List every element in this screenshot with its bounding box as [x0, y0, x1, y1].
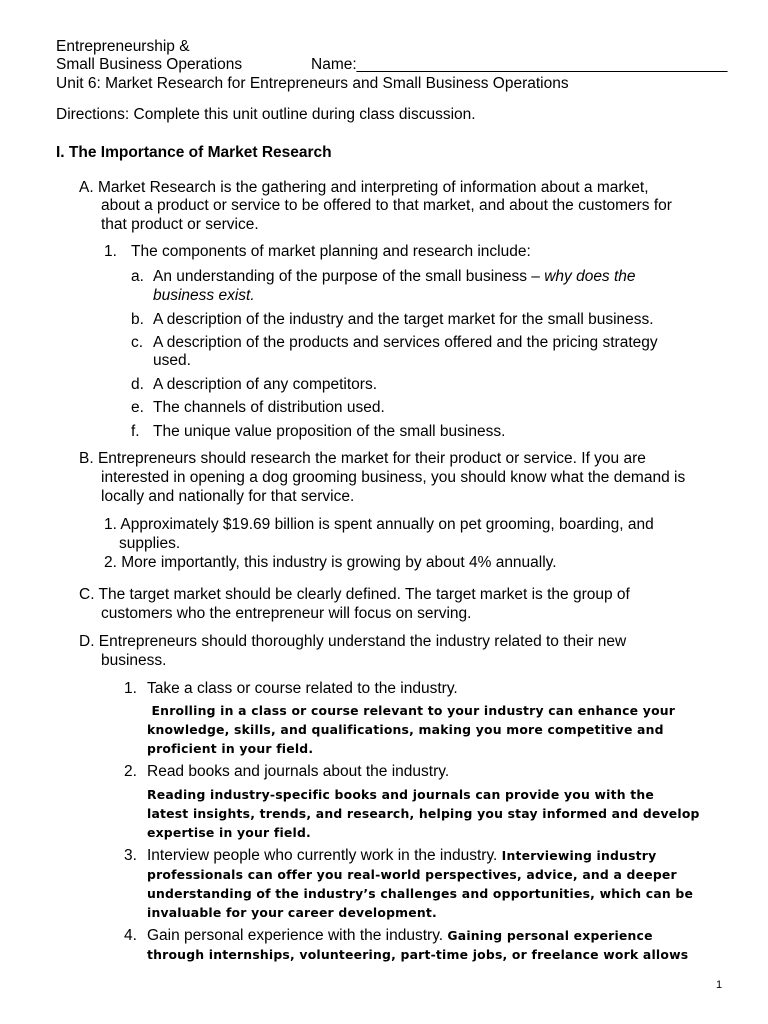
point-a-line1: A. Market Research is the gathering and interpreting of information about a market, — [79, 179, 649, 196]
d3-line1 — [147, 846, 656, 865]
d3-note-line2: understanding of the industry’s challenges and opportunities, which can be — [147, 886, 694, 901]
point-b-line1: B. Entrepreneurs should research the market for their product or service. If you are — [79, 450, 646, 467]
b2-text: 2. More importantly, this industry is growing by about 4% annually. — [104, 554, 557, 571]
sub-c-line2: used. — [153, 352, 191, 369]
sub-f-letter: f. — [131, 423, 140, 440]
point-d-line1: D. Entrepreneurs should thoroughly understand the industry related to their new — [79, 633, 627, 650]
d4-number: 4. — [124, 927, 137, 944]
d4-note-inline: Gaining personal experience — [447, 928, 653, 943]
b1-line1: 1. Approximately $19.69 billion is spent annually on pet grooming, boarding, and — [104, 516, 654, 533]
d2-note-line2: latest insights, trends, and research, helping you stay informed and develop — [147, 806, 700, 821]
d2-note-line1: Reading industry-specific books and journals can provide you with the — [147, 787, 655, 802]
sub-e-text: The channels of distribution used. — [153, 399, 385, 416]
sub-d-text: A description of any competitors. — [153, 376, 378, 393]
d4-note-line1: through internships, volunteering, part-time jobs, or freelance work allows — [147, 947, 689, 962]
section-title: I. The Importance of Market Research — [56, 144, 332, 161]
a1-text: The components of market planning and research include: — [131, 243, 531, 260]
d3-number: 3. — [124, 847, 137, 864]
d3-text: Interview people who currently work in the industry. — [147, 847, 502, 864]
d3-note-line3: invaluable for your career development. — [147, 905, 437, 920]
sub-a-line2: business exist. — [153, 287, 255, 304]
d1-note-line1: Enrolling in a class or course relevant to your industry can enhance your — [147, 703, 676, 718]
sub-a-normal: An understanding of the purpose of the small business – — [153, 268, 545, 285]
point-a-line3: that product or service. — [101, 216, 259, 233]
sub-b-letter: b. — [131, 311, 144, 328]
point-d-line2: business. — [101, 652, 167, 669]
point-b-line2: interested in opening a dog grooming business, you should know what the demand is — [101, 469, 686, 486]
sub-d-letter: d. — [131, 376, 144, 393]
a1-number: 1. — [104, 243, 117, 260]
d1-number: 1. — [124, 680, 137, 697]
d2-note-line3: expertise in your field. — [147, 825, 311, 840]
course-title-line2: Small Business Operations — [56, 56, 243, 73]
d1-note-line3: proficient in your field. — [147, 741, 314, 756]
sub-e-letter: e. — [131, 399, 144, 416]
course-title-line1: Entrepreneurship & — [56, 38, 190, 55]
page-number: 1 — [716, 979, 723, 991]
name-field: Name:___________________________________________ — [311, 56, 728, 73]
sub-b-text: A description of the industry and the target market for the small business. — [153, 311, 654, 328]
directions-text: Directions: Complete this unit outline during class discussion. — [56, 106, 476, 123]
d4-line1 — [147, 926, 653, 945]
sub-f-text: The unique value proposition of the small business. — [153, 423, 506, 440]
point-a-line2: about a product or service to be offered to that market, and about the customers for — [101, 197, 672, 214]
d2-text: Read books and journals about the industry. — [147, 763, 450, 780]
sub-a-letter: a. — [131, 268, 144, 285]
d1-note-line2: knowledge, skills, and qualifications, making you more competitive and — [147, 722, 664, 737]
point-b-line3: locally and nationally for that service. — [101, 488, 355, 505]
d4-text: Gain personal experience with the industry. — [147, 927, 448, 944]
d1-text: Take a class or course related to the industry. — [147, 680, 458, 697]
point-c-line2: customers who the entrepreneur will focus on serving. — [101, 605, 472, 622]
unit-title: Unit 6: Market Research for Entrepreneurs and Small Business Operations — [56, 75, 569, 92]
d2-number: 2. — [124, 763, 137, 780]
sub-c-line1: A description of the products and services offered and the pricing strategy — [153, 334, 658, 351]
d3-note-inline: Interviewing industry — [501, 848, 657, 863]
sub-a-line1 — [153, 267, 636, 286]
b1-line2: supplies. — [119, 535, 181, 552]
point-c-line1: C. The target market should be clearly defined. The target market is the group of — [79, 586, 630, 603]
sub-c-letter: c. — [131, 334, 144, 351]
sub-a-italic: why does the — [544, 268, 636, 285]
d3-note-line1: professionals can offer you real-world perspectives, advice, and a deeper — [147, 867, 677, 882]
